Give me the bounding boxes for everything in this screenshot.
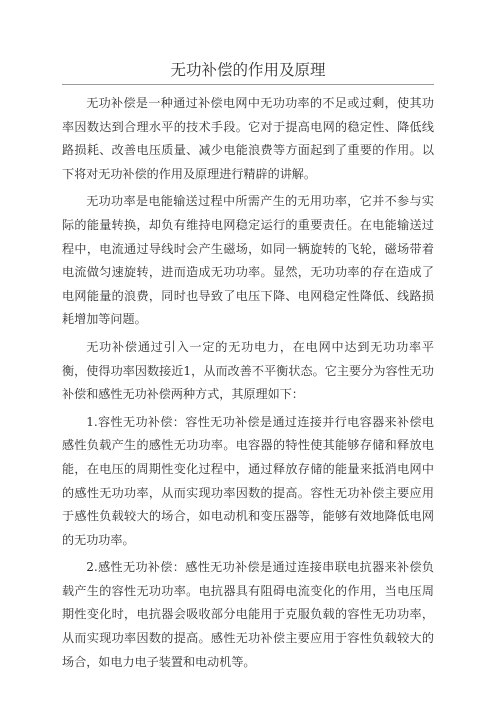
paragraph-compensation-overview: 无功补偿通过引入一定的无功电力，在电网中达到无功功率平衡，使得功率因数接近1，从而改善不平衡状态。它主要分为容性无功补偿和感性无功补偿两种方式，其原理如下：	[62, 339, 434, 402]
document-body	[62, 92, 434, 678]
paragraph-intro: 无功补偿是一种通过补偿电网中无功功率的不足或过剩，使其功率因数达到合理水平的技术手段。它对于提高电网的稳定性、降低线路损耗、改善电压质量、减少电能浪费等方面起到了重要的作用。以下将对无功补偿的作用及原理进行精辟的讲解。	[62, 96, 434, 181]
paragraph-reactive-power: 无功功率是电能输送过程中所需产生的无用功率，它并不参与实际的能量转换，却负有维持电网稳定运行的重要责任。在电能输送过程中，电流通过导线时会产生磁场，如同一辆旋转的飞轮，磁场带着电流做匀速旋转，进而造成无功功率。显然，无功功率的存在造成了电网能量的浪费，同时也导致了电压下降、电网稳定性降低、线路损耗增加等问题。	[62, 194, 434, 327]
page-title: 无功补偿的作用及原理	[170, 61, 326, 79]
title-divider	[62, 84, 434, 85]
paragraph-capacitive-compensation: 1.容性无功补偿：容性无功补偿是通过连接并行电容器来补偿电感性负载产生的感性无功功率。电容器的特性使其能够存储和释放电能，在电压的周期性变化过程中，通过释放存储的能量来抵消电网中的感性无功功率，从而实现功率因数的提高。容性无功补偿主要应用于感性负载较大的场合，如电动机和变压器等，能够有效地降低电网的无功功率。	[62, 414, 434, 547]
paragraph-inductive-compensation: 2.感性无功补偿：感性无功补偿是通过连接串联电抗器来补偿负载产生的容性无功功率。电抗器具有阻碍电流变化的作用，当电压周期性变化时，电抗器会吸收部分电能用于克服负载的容性无功功率，从而实现功率因数的提高。感性无功补偿主要应用于容性负载较大的场合，如电力电子装置和电动机等。	[62, 560, 434, 669]
